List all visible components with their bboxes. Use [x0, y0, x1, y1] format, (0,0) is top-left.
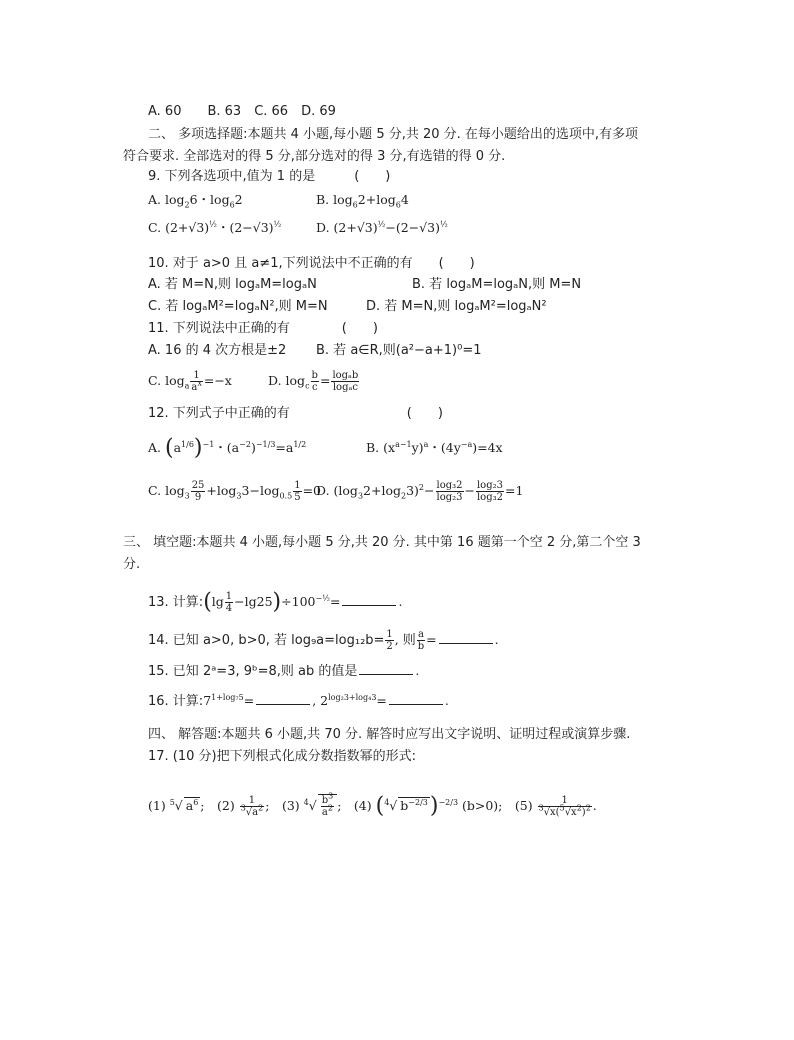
q8-options: A. 60 B. 63 C. 66 D. 69 — [148, 104, 336, 119]
q11-stem: 11. 下列说法中正确的有 ( ) — [148, 321, 378, 336]
q16-prefix: 16. 计算: — [148, 694, 204, 709]
section-2-heading: 二、 多项选择题:本题共 4 小题,每小题 5 分,共 20 分. 在每小题给出的选项中,有多项 — [148, 127, 639, 142]
section-4-heading: 四、 解答题:本题共 6 小题,共 70 分. 解答时应写出文字说明、证明过程或演算步骤. — [148, 727, 631, 742]
q11-option-b: B. 若 a∈R,则(a²−a+1)⁰=1 — [316, 343, 482, 358]
q12-option-b: B. $(x^{a-1}y)^a$・$(4y^{-a})=4x$ — [366, 439, 503, 455]
q11-option-d: D. $\log_c$ $\frac{b}{c}$ = $\frac{\text{logₐb}}{\text{logₐc}}$ — [268, 370, 359, 393]
q9-option-d: D. $(2+√3)^{\frac{1}{2}}-(2-√3)^{\frac{1}{2}}$ — [316, 219, 448, 235]
answer-blank[interactable] — [359, 664, 413, 675]
section-3-heading: 三、 填空题:本题共 4 小题,每小题 5 分,共 20 分. 其中第 16 题第一个空 2 分,第二个空 3 — [123, 535, 641, 550]
q13-prefix: 13. 计算: — [148, 595, 204, 610]
q11-option-c: C. $\log_a$ $\frac{1}{a^x}$ =−x — [148, 370, 232, 393]
q14: 14. 已知 a>0, b>0, 若 log₉a=log₁₂b= $\frac{1}{2}$ , 则 $\frac{a}{b}$ = . — [148, 629, 499, 652]
section-2-heading-cont: 符合要求. 全部选对的得 5 分,部分选对的得 3 分,有选错的得 0 分. — [123, 149, 506, 164]
q10-stem: 10. 对于 a>0 且 a≠1,下列说法中不正确的有 ( ) — [148, 256, 475, 271]
q10-option-b: B. 若 logₐM=logₐN,则 M=N — [412, 277, 582, 292]
q9-option-b: B. $\log_62+\log_64$ — [316, 192, 409, 210]
answer-blank[interactable] — [342, 595, 396, 606]
q9-option-a: A. $\log_26$・$\log_62$ — [148, 192, 243, 210]
q15: 15. 已知 2ᵃ=3, 9ᵇ=8,则 ab 的值是 . — [148, 663, 420, 679]
q17-stem: 17. (10 分)把下列根式化成分数指数幂的形式: — [148, 749, 417, 764]
q10-option-a: A. 若 M=N,则 logₐM=logₐN — [148, 277, 317, 292]
q15-text: 15. 已知 2ᵃ=3, 9ᵇ=8,则 ab 的值是 — [148, 664, 358, 679]
q17-parts: (1) $^5$√ $a^6$ ; (2) $\frac{1}{^3√a^2}$ ; (3) $^4$√ $\frac{b^3}{a^2}$ ; (4) ($^4$√ $b^{-2/3})^{-2/3}$ (b>0); (5) $\frac{1}{^3√x(^5√x^2)^2}$ . — [148, 791, 597, 819]
answer-blank[interactable] — [439, 633, 493, 644]
q16: 16. 计算$:7^{1+log_75}=$ , $2^{log_23+log_43}=$ . — [148, 692, 449, 709]
answer-blank[interactable] — [256, 694, 310, 705]
q9-stem: 9. 下列各选项中,值为 1 的是 ( ) — [148, 169, 391, 184]
section-3-heading-cont: 分. — [123, 557, 141, 572]
q11-option-a: A. 16 的 4 次方根是±2 — [148, 343, 287, 358]
q12-option-d: D. $(\log_32+\log_23)^2-$ $\frac{\text{log₃2}}{\text{log₂3}}$ − $\frac{\text{log₂3}}{\text{log₃2}}$ =1 — [316, 480, 524, 503]
q13: 13. 计算:(lg $\frac{1}{4}$ $-\lg 25)\div 100^{-\frac{1}{2}}=$ . — [148, 589, 403, 615]
q10-option-c: C. 若 logₐM²=logₐN²,则 M=N — [148, 299, 328, 314]
q14-prefix: 14. 已知 a>0, b>0, 若 log₉a=log₁₂b= — [148, 633, 385, 648]
q10-option-d: D. 若 M=N,则 logₐM²=logₐN² — [366, 299, 547, 314]
q9-option-c: C. $(2+√3)^{\frac{1}{2}}$・$(2-√3)^{\frac{1}{2}}$ — [148, 219, 282, 235]
answer-blank[interactable] — [389, 694, 443, 705]
q12-stem: 12. 下列式子中正确的有 ( ) — [148, 406, 443, 421]
q12-option-c: C. $\log_3$ $\frac{25}{9}$ $+\log_33-\log_{0.5}$ $\frac{1}{5}$ =0 — [148, 480, 322, 503]
q12-option-a: A. $(a^{1/6})^{-1}$・$(a^{-2})^{-1/3}=a^{1/2}$ — [148, 435, 307, 461]
